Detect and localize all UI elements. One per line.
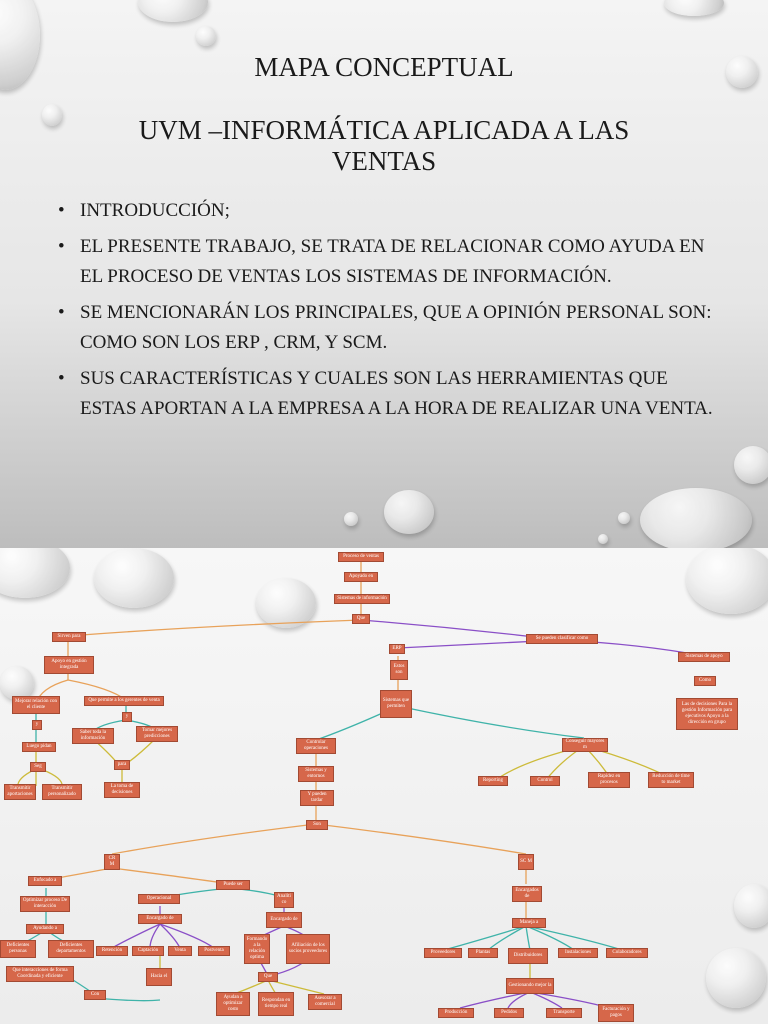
bullet-text: EL PRESENTE TRABAJO, SE TRATA DE RELACIONAR COMO AYUDA EN EL PROCESO DE VENTAS LOS SISTEMAS DE INFORMACIÓN. (80, 236, 705, 287)
node-y: y (122, 712, 132, 722)
node-sistemas-entornos: Sistemas y entornos (298, 766, 334, 782)
node-interacciones: Que interacciones de forma Coordinada y eficiente (6, 966, 74, 982)
concept-map-slide (0, 548, 768, 1024)
node-control: Control (530, 776, 560, 786)
node-decisiones: Las de decisiones Para la gestión Información para ejecutivos Apoyo a la dirección en grupo (676, 698, 738, 730)
node-sirven-para: Sirven para (52, 632, 86, 642)
water-drop (598, 534, 608, 544)
bullet-icon: • (58, 302, 65, 323)
node-encargado-de: Encargado de (138, 914, 182, 924)
node-controlar-operaciones: Controlar operaciones (296, 738, 336, 754)
bullet-text: SUS CARACTERÍSTICAS Y CUALES SON LAS HERRAMIENTAS QUE ESTAS APORTAN A LA EMPRESA A LA HORA DE REALIZAR UNA VENTA. (80, 368, 713, 419)
node-respondan: Respondan en tiempo real (258, 992, 294, 1016)
node-puede-ser: Puede ser (216, 880, 250, 890)
bullet-icon: • (58, 236, 65, 257)
node-estos-son: Estos son (390, 660, 408, 680)
node-postventa: Postventa (198, 946, 230, 956)
node-rapidez: Rapidez en procesos (588, 772, 630, 788)
node-captacion: Captación (132, 946, 164, 956)
node-luego-pidan: Luego pidan (22, 742, 56, 752)
node-y: y (32, 720, 42, 730)
node-ayudan-optimizar: Ayudan a optimizar costo (216, 992, 250, 1016)
node-seg: Seg (30, 762, 46, 772)
water-drop (640, 488, 752, 548)
node-tomar-predicciones: Tomar mejores predicciones (136, 726, 178, 742)
node-proveedores: Proveedores (424, 948, 462, 958)
node-sistemas-informacion: Sistemas de información (334, 594, 390, 604)
node-pedidos: Pedidos (494, 1008, 524, 1018)
node-afiliacion: Afiliación de los socios proveedores (286, 934, 330, 964)
node-deficientes-departamentos: Deficientes departamentos (48, 940, 94, 958)
bullet-item (58, 298, 728, 358)
node-operacional: Operacional (138, 894, 180, 904)
bullet-text: SE MENCIONARÁN LOS PRINCIPALES, QUE A OPINIÓN PERSONAL SON: COMO SON LOS ERP , CRM, Y SCM. (80, 302, 712, 353)
node-con: Con (84, 990, 106, 1000)
water-drop (344, 512, 358, 526)
node-retencion: Retención (96, 946, 128, 956)
node-toma-decisiones: La toma de decisiones (104, 782, 140, 798)
node-son: Son (306, 820, 328, 830)
slide-title: MAPA CONCEPTUAL (254, 52, 514, 82)
node-apoyo-gestion: Apoyo en gestión integrada (44, 656, 94, 674)
node-que: Que (352, 614, 370, 624)
node-plantas: Plantas (468, 948, 498, 958)
water-drop (664, 0, 724, 16)
node-como: Como (694, 676, 716, 686)
node-transmitir-personalizado: Transmitir personalizado (42, 784, 82, 800)
node-clasificar: Se pueden clasificar como (526, 634, 598, 644)
node-para: para (114, 760, 130, 770)
water-drop (618, 512, 630, 524)
slide-subtitle: UVM –INFORMÁTICA APLICADA A LAS VENTAS (138, 115, 630, 176)
node-ayudando-a: Ayudando a (26, 924, 64, 934)
node-gestionando: Gestionando mejor la (506, 978, 554, 994)
node-facturacion: Facturación y pagos (598, 1004, 634, 1022)
bullet-icon: • (58, 368, 65, 389)
node-scm: SC M (518, 854, 534, 870)
node-que-2: Que (258, 972, 278, 982)
node-formando: Formando a la relación optima (244, 934, 270, 964)
node-deficientes-personas: Deficientes personas (0, 940, 36, 958)
node-enfocado: Enfocado a (28, 876, 62, 886)
water-drop (384, 490, 434, 534)
node-distribuidores: Distribuidores (508, 948, 548, 964)
node-crm: CR M (104, 854, 120, 870)
node-mejorar-relacion: Mejorar relación con el cliente (12, 696, 60, 714)
node-apoyado-en: Apoyado en (344, 572, 378, 582)
node-transmitir-aportaciones: Transmitir aportaciones (4, 784, 36, 800)
bullet-item (58, 232, 728, 292)
water-drop (138, 0, 208, 22)
water-drop (196, 26, 216, 46)
bullet-text: INTRODUCCIÓN; (80, 200, 230, 221)
node-proceso-ventas: Proceso de ventas (338, 552, 384, 562)
node-sistemas-apoyo: Sistemas de apoyo (678, 652, 730, 662)
node-produccion: Producción (438, 1008, 474, 1018)
bullet-list (58, 196, 728, 430)
node-conseguir: Conseguir mayores m (562, 738, 608, 752)
node-venta: Venta (168, 946, 192, 956)
node-hacia-el: Hacia el (146, 968, 172, 986)
node-colaboradores: Colaboradores (606, 948, 648, 958)
water-drop (734, 446, 768, 484)
node-transporte: Transporte (546, 1008, 582, 1018)
node-encargado-de-2: Encargado de (266, 912, 302, 928)
node-saber-informacion: Saber toda la información (72, 728, 114, 744)
node-reduccion: Reducción de time to market (648, 772, 694, 788)
node-sistemas-permiten: Sistemas que permiten (380, 690, 412, 718)
node-asesorar: Asesorar a comercial (308, 994, 342, 1010)
node-encargados-de: Encargados de (512, 886, 542, 902)
node-optimizar: Optimizar proceso De interacción (20, 896, 70, 912)
node-y-pueden: Y pueden tardar (300, 790, 334, 806)
node-erp: ERP (389, 644, 405, 654)
bullet-item (58, 196, 728, 226)
bullet-icon: • (58, 200, 65, 221)
node-reporting: Reporting (478, 776, 508, 786)
node-permite-gerentes: Que permite a los gerentes de venta (84, 696, 164, 706)
node-instalaciones: Instalaciones (558, 948, 598, 958)
node-analitico: Analíti co (274, 892, 294, 908)
bullet-item (58, 364, 728, 424)
node-maneja-a: Maneja a (512, 918, 546, 928)
